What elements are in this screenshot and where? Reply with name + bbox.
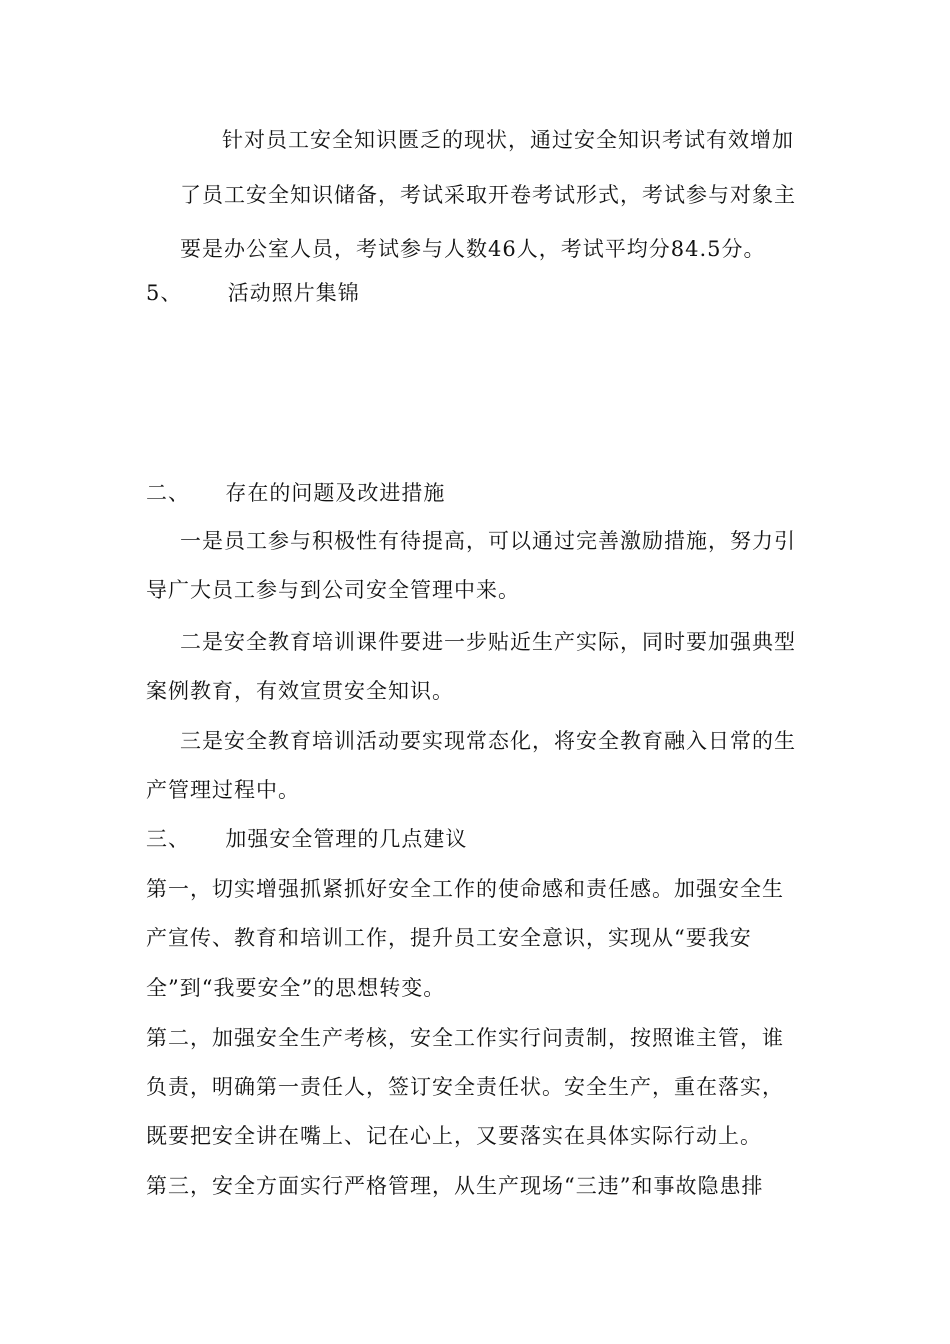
section-5-title: 活动照片集锦 <box>227 281 360 305</box>
section-2-title: 存在的问题及改进措施 <box>225 481 446 505</box>
intro-paragraph-line-1: 针对员工安全知识匮乏的现状，通过安全知识考试有效增加 <box>222 128 794 152</box>
suggestion-1-line-3: 全”到“我要安全”的思想转变。 <box>146 976 446 1000</box>
section-3-title: 加强安全管理的几点建议 <box>225 827 468 851</box>
section-5-heading <box>146 278 360 308</box>
issue-1-line-2: 导广大员工参与到公司安全管理中来。 <box>146 578 520 602</box>
issue-3-line-1: 三是安全教育培训活动要实现常态化，将安全教育融入日常的生 <box>180 729 796 753</box>
section-2-number: 二、 <box>146 481 190 505</box>
suggestion-2-line-3: 既要把安全讲在嘴上、记在心上，又要落实在具体实际行动上。 <box>146 1124 762 1148</box>
suggestion-2-line-2: 负责，明确第一责任人，签订安全责任状。安全生产，重在落实， <box>146 1075 784 1099</box>
suggestion-1-line-2: 产宣传、教育和培训工作，提升员工安全意识，实现从“要我安 <box>146 926 752 950</box>
issue-2-line-2: 案例教育，有效宣贯安全知识。 <box>146 679 454 703</box>
section-3-heading <box>146 824 467 854</box>
suggestion-2-line-1: 第二，加强安全生产考核，安全工作实行问责制，按照谁主管，谁 <box>146 1026 784 1050</box>
intro-paragraph-line-2: 了员工安全知识储备，考试采取开卷考试形式，考试参与对象主 <box>180 183 796 207</box>
intro-paragraph-line-3: 要是办公室人员，考试参与人数46人，考试平均分84.5分。 <box>180 237 766 261</box>
section-3-number: 三、 <box>146 827 190 851</box>
section-2-heading <box>146 478 445 508</box>
section-5-number: 5、 <box>146 281 183 305</box>
suggestion-3-line-1: 第三，安全方面实行严格管理，从生产现场“三违”和事故隐患排 <box>146 1174 764 1198</box>
issue-3-line-2: 产管理过程中。 <box>146 778 300 802</box>
issue-2-line-1: 二是安全教育培训课件要进一步贴近生产实际，同时要加强典型 <box>180 630 796 654</box>
issue-1-line-1: 一是员工参与积极性有待提高，可以通过完善激励措施，努力引 <box>180 529 796 553</box>
suggestion-1-line-1: 第一，切实增强抓紧抓好安全工作的使命感和责任感。加强安全生 <box>146 877 784 901</box>
